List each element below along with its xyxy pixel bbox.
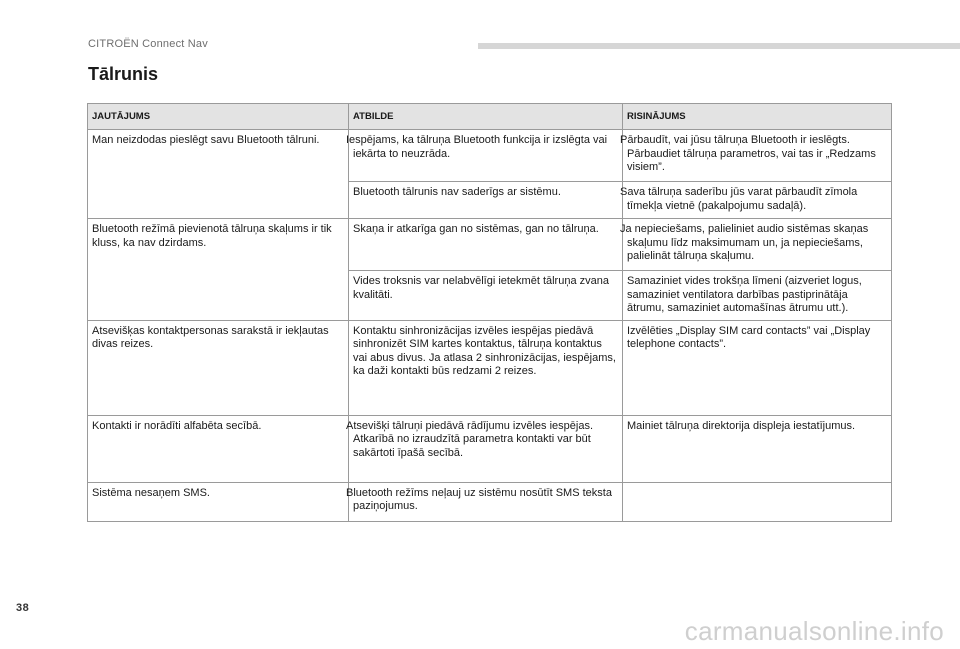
- answer-cell: Bluetooth režīms neļauj uz sistēmu nosūtīt SMS teksta paziņojumus.: [349, 482, 623, 521]
- question-cell: Man neizdodas pieslēgt savu Bluetooth tālruni.: [88, 130, 349, 219]
- solution-cell: Samaziniet vides trokšņa līmeni (aizveriet logus, samaziniet ventilatora darbības pastiprinātāja ātrumu, samaziniet automašīnas ātrumu utt.).: [623, 271, 892, 321]
- solution-cell: Mainiet tālruņa direktorija displeja iestatījumus.: [623, 415, 892, 482]
- solution-cell: Sava tālruņa saderību jūs varat pārbaudīt zīmola tīmekļa vietnē (pakalpojumu sadaļā).: [623, 182, 892, 219]
- table-row: [88, 219, 892, 271]
- page-number: 38: [16, 602, 30, 614]
- header-divider-bar: [478, 43, 960, 49]
- answer-cell: Kontaktu sinhronizācijas izvēles iespējas piedāvā sinhronizēt SIM kartes kontaktus, tālruņa kontaktus vai abus divus. Ja atlasa 2 sinhronizācijas, iespējams, ka daži kontakti būs redzami 2 reizes.: [349, 320, 623, 415]
- brand-label: CITROËN Connect Nav: [88, 38, 208, 50]
- question-cell: Sistēma nesaņem SMS.: [88, 482, 349, 521]
- answer-cell: Vides troksnis var nelabvēlīgi ietekmēt tālruņa zvana kvalitāti.: [349, 271, 623, 321]
- solution-cell: [623, 482, 892, 521]
- question-cell: Atsevišķas kontaktpersonas sarakstā ir iekļautas divas reizes.: [88, 320, 349, 415]
- question-cell: Kontakti ir norādīti alfabēta secībā.: [88, 415, 349, 482]
- column-header-answer: ATBILDE: [349, 104, 623, 130]
- question-cell: Bluetooth režīmā pievienotā tālruņa skaļums ir tik kluss, ka nav dzirdams.: [88, 219, 349, 321]
- table-header-row: [88, 104, 892, 130]
- solution-cell: Izvēlēties „Display SIM card contacts” vai „Display telephone contacts”.: [623, 320, 892, 415]
- answer-cell: Iespējams, ka tālruņa Bluetooth funkcija ir izslēgta vai iekārta to neuzrāda.: [349, 130, 623, 182]
- column-header-question: JAUTĀJUMS: [88, 104, 349, 130]
- table-row: [88, 482, 892, 521]
- solution-cell: Ja nepieciešams, palieliniet audio sistēmas skaņas skaļumu līdz maksimumam un, ja nepieciešams, palielināt tālruņa skaļumu.: [623, 219, 892, 271]
- table-row: [88, 320, 892, 415]
- answer-cell: Atsevišķi tālruņi piedāvā rādījumu izvēles iespējas. Atkarībā no izraudzītā parametra kontakti var būt sakārtoti īpašā secībā.: [349, 415, 623, 482]
- watermark: carmanualsonline.info: [684, 616, 944, 646]
- table-row: [88, 130, 892, 182]
- answer-cell: Bluetooth tālrunis nav saderīgs ar sistēmu.: [349, 182, 623, 219]
- column-header-solution: RISINĀJUMS: [623, 104, 892, 130]
- faq-table: [87, 103, 892, 522]
- page-title: Tālrunis: [88, 64, 159, 84]
- table-row: [88, 415, 892, 482]
- solution-cell: Pārbaudīt, vai jūsu tālruņa Bluetooth ir ieslēgts. Pārbaudiet tālruņa parametros, vai tas ir „Redzams visiem”.: [623, 130, 892, 182]
- answer-cell: Skaņa ir atkarīga gan no sistēmas, gan no tālruņa.: [349, 219, 623, 271]
